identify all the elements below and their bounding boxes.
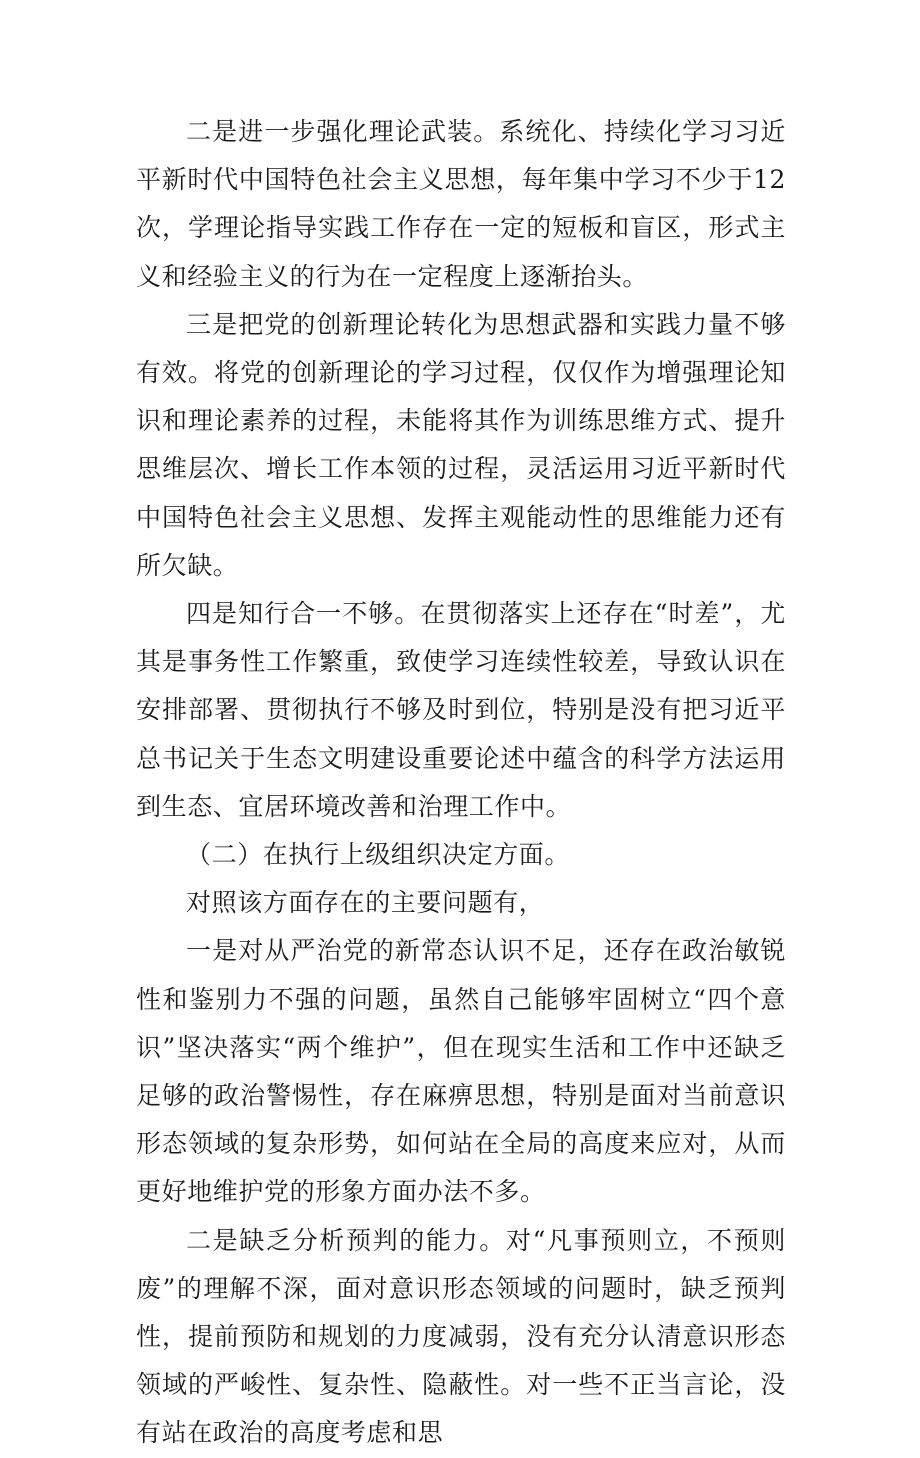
paragraph-analysis-ability: 二是缺乏分析预判的能力。对“凡事预则立，不预则废”的理解不深，面对意识形态领域的问题时，缺乏预判性，提前预防和规划的力度减弱，没有充分认清意识形态领域的严峻性、复杂性、隐蔽性。对一些不正当言论，没有站在政治的高度考虑和思: [136, 1225, 786, 1448]
paragraph-innovation-theory: 三是把党的创新理论转化为思想武器和实践力量不够有效。将党的创新理论的学习过程，仅仅作为增强理论知识和理论素养的过程，未能将其作为训练思维方式、提升思维层次、增长工作本领的过程，灵活运用习近平新时代中国特色社会主义思想、发挥主观能动性的思维能力还有所欠缺。: [136, 309, 786, 580]
paragraph-intro: 对照该方面存在的主要问题有，: [186, 888, 545, 918]
paragraph-theory-arming: 二是进一步强化理论武装。系统化、持续化学习习近平新时代中国特色社会主义思想，每年集中学习不少于12次，学理论指导实践工作存在一定的短板和盲区，形式主义和经验主义的行为在一定程度上逐渐抬头。: [136, 117, 786, 291]
document-body: [136, 108, 786, 1458]
paragraph-party-discipline: 一是对从严治党的新常态认识不足，还存在政治敏锐性和鉴别力不强的问题，虽然自己能够牢固树立“四个意识”坚决落实“两个维护”，但在现实生活和工作中还缺乏足够的政治警惕性，存在麻痹思想，特别是面对当前意识形态领域的复杂形势，如何站在全局的高度来应对，从而更好地维护党的形象方面办法不多。: [136, 936, 786, 1207]
paragraph-knowledge-action: 四是知行合一不够。在贯彻落实上还存在“时差”，尤其是事务性工作繁重，致使学习连续性较差，导致认识在安排部署、贯彻执行不够及时到位，特别是没有把习近平总书记关于生态文明建设重要论述中蕴含的科学方法运用到生态、宜居环境改善和治理工作中。: [136, 599, 786, 821]
section-heading: （二）在执行上级组织决定方面。: [186, 840, 571, 870]
